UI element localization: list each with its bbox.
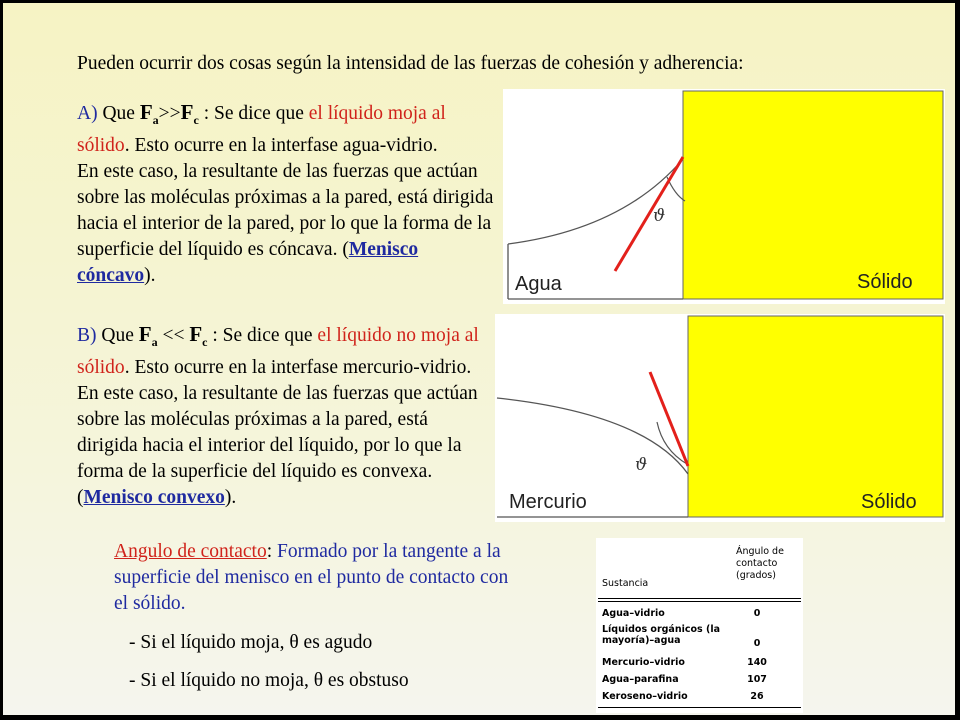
case-b-text [77, 321, 487, 511]
contact-angle-text [114, 539, 514, 617]
case-a-red-text: el líquido moja al sólido [77, 103, 446, 157]
case-b-force-fc: $F_c$ [189, 322, 208, 350]
case-b-label: B) [77, 325, 97, 346]
label-mercurio: Mercurio [509, 491, 587, 513]
table-cell-substance: Agua–parafina [602, 674, 679, 685]
bullet-moja: - Si el líquido moja, θ es agudo [129, 632, 373, 653]
case-a-force-fa: $F_a$ [139, 100, 159, 128]
table-cell-angle: 140 [747, 657, 767, 668]
theta-symbol-bottom: ϑ [635, 455, 648, 475]
case-a-text [77, 99, 497, 289]
force-line-bottom [650, 372, 688, 466]
case-a-que: Que [102, 103, 135, 124]
table-cell-substance: Keroseno–vidrio [602, 691, 688, 702]
contact-angle-definition: Formado por la tangente a la superficie del menisco en el punto de contacto con el sólido. [114, 541, 509, 614]
table-cell-angle: 26 [750, 691, 764, 702]
case-a-body: En este caso, la resultante de las fuerzas que actúan sobre las moléculas próximas a la pared, está dirigida hacia el interior de la pared, por lo que la forma de la superficie del líquido es cóncava. ( [77, 161, 494, 261]
table-cell-angle: 107 [747, 674, 767, 685]
case-b-colon: : Se dice que [207, 325, 318, 346]
figure-agua [503, 89, 945, 304]
solid-block-top [683, 91, 943, 299]
case-b-interface: . Esto ocurre en la interfase mercurio-vidrio. [124, 357, 472, 379]
table-cell-substance: Agua–vidrio [602, 608, 665, 619]
label-solido-bottom: Sólido [861, 491, 917, 513]
theta-symbol-top: ϑ [653, 206, 666, 226]
table-cell-angle: 0 [753, 608, 761, 619]
label-solido-top: Sólido [857, 271, 913, 293]
case-a-force-fc: $F_c$ [180, 100, 199, 128]
table-cell-substance: Mercurio–vidrio [602, 657, 685, 668]
case-b-end: ). [224, 487, 237, 509]
case-b-relation: << [162, 325, 185, 346]
case-a-interface: . Esto ocurre en la interfase agua-vidrio. [124, 135, 438, 157]
menisco-convexo-link[interactable]: Menisco convexo [83, 487, 225, 509]
case-a-relation: >> [158, 103, 181, 124]
case-a-colon: : Se dice que [198, 103, 309, 124]
contact-angle-colon: : [266, 541, 273, 562]
meniscus-convex [497, 398, 688, 474]
menisco-concavo-link[interactable]: Menisco cóncavo [77, 239, 419, 287]
contact-angle-title: Angulo de contacto [114, 541, 267, 562]
solid-block-bottom [688, 316, 943, 517]
table-cell-substance: Líquidos orgánicos (la mayoría)–agua [602, 624, 720, 646]
case-b-body: En este caso, la resultante de las fuerzas que actúan sobre las moléculas próximas a la pared, está dirigida hacia el interior del líquido, por lo que la forma de la superficie del líquido es convexa. ( [77, 383, 478, 509]
slide [3, 3, 955, 715]
table-header-substance: Sustancia [602, 578, 649, 589]
force-line-top [615, 157, 683, 271]
intro-text: Pueden ocurrir dos cosas según la intensidad de las fuerzas de cohesión y adherencia: [77, 53, 744, 74]
case-b-que: Que [101, 325, 134, 346]
case-a-label: A) [77, 103, 98, 124]
figure-mercurio [495, 314, 945, 522]
table-cell-angle: 0 [753, 638, 761, 649]
label-agua: Agua [515, 273, 562, 295]
case-b-red-text: el líquido no moja al sólido [77, 325, 479, 379]
bullet-no-moja: - Si el líquido no moja, θ es obstuso [129, 670, 409, 691]
contact-angle-table [596, 538, 803, 713]
case-a-end: ). [144, 265, 156, 287]
table-header-angle: Ángulo de contacto (grados) [736, 546, 784, 581]
case-b-force-fa: $F_a$ [138, 322, 158, 350]
